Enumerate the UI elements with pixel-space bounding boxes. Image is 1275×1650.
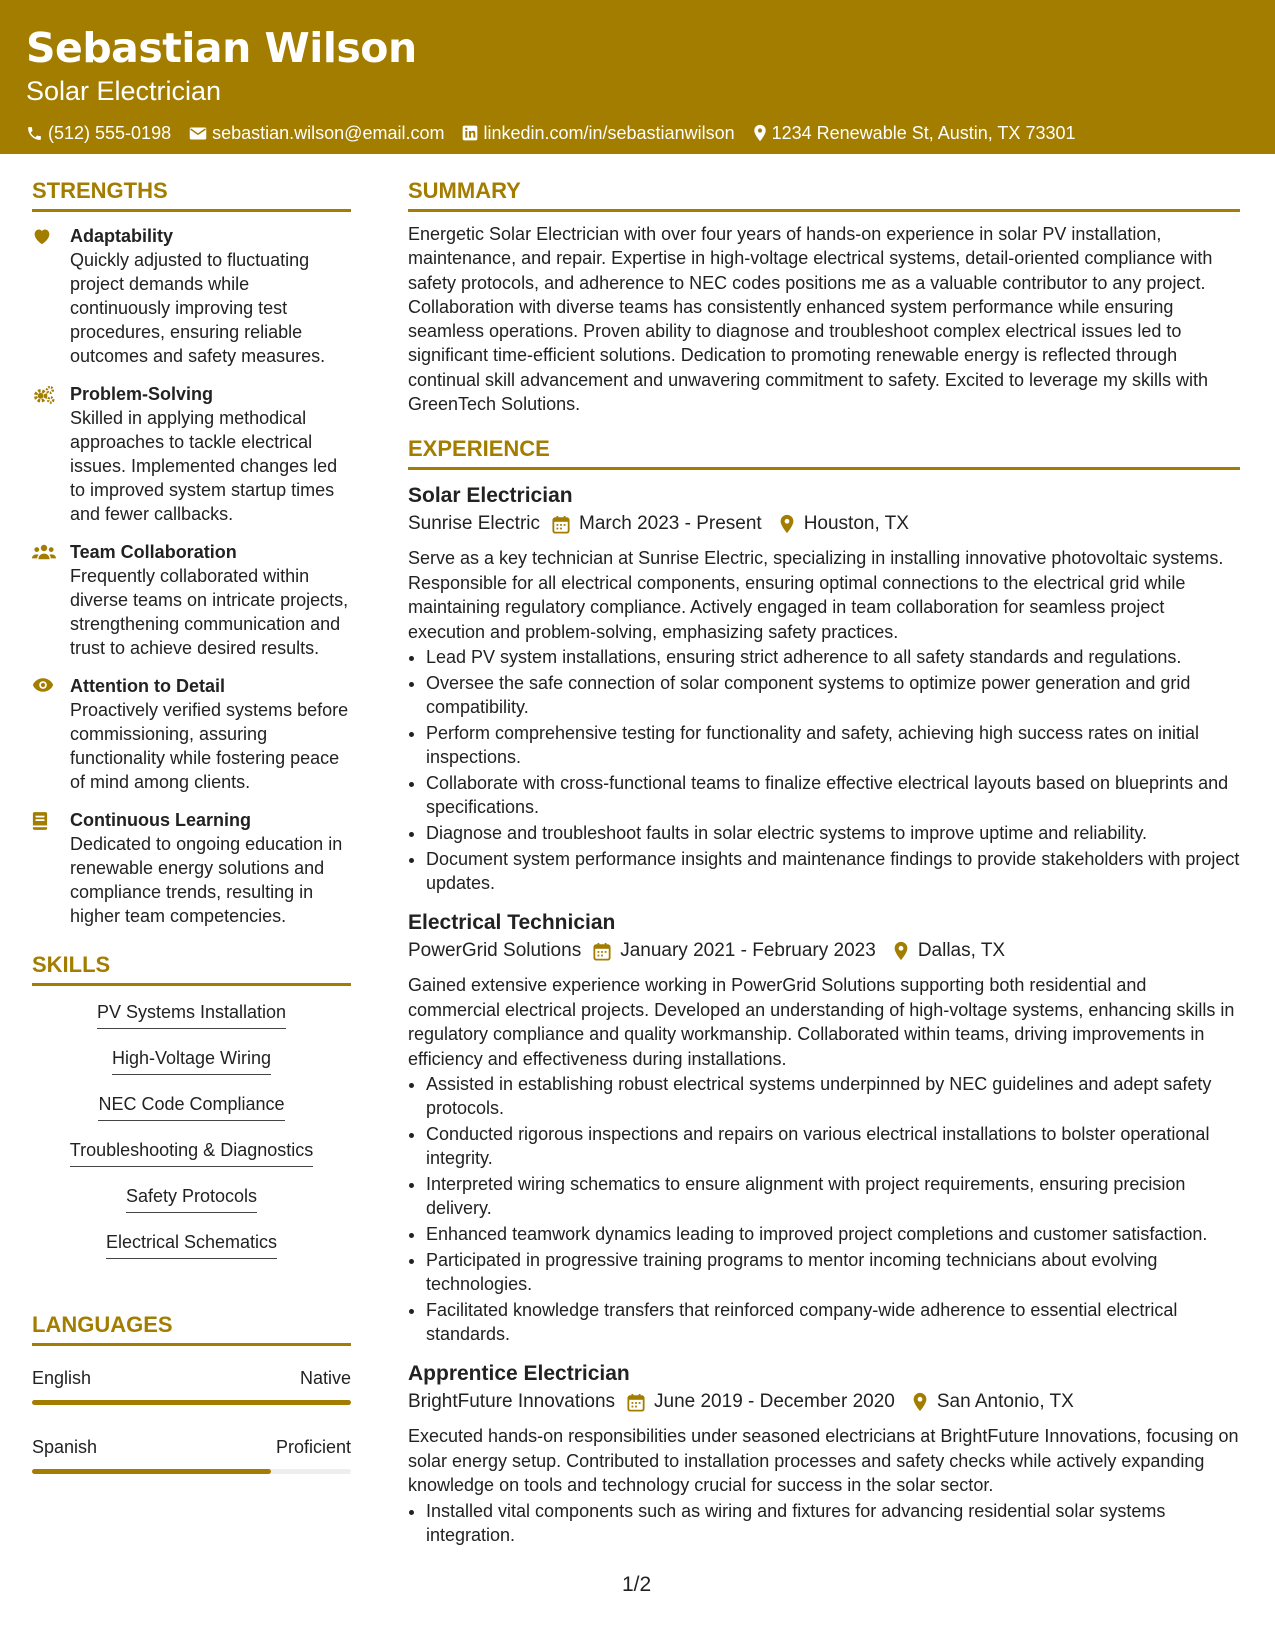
page-number: 1/2 xyxy=(622,1573,652,1596)
map-pin-icon xyxy=(893,941,909,961)
job-bullet: • Document system performance insights and maintenance findings to provide stakeholders with project updates. xyxy=(426,847,1240,895)
contact-address-text: 1234 Renewable St, Austin, TX 73301 xyxy=(771,123,1076,143)
summary-title: SUMMARY xyxy=(408,176,1240,212)
summary-text: Energetic Solar Electrician with over four years of hands-on experience in solar PV installation, maintenance, and repair. Expertise in high-voltage electrical systems, detail-oriented compliance with safety protocols, and adherence to NEC codes positions me as a valuable contributor to any project. Collaboration with diverse teams has consistently enhanced system performance while ensuring seamless operations. Proven ability to diagnose and troubleshoot complex electrical issues led to significant time-efficient solutions. Dedication to promoting renewable energy is reflected through continual skill advancement and unwavering commitment to safety. Excited to leverage my skills with GreenTech Solutions. xyxy=(408,224,1213,415)
job-company: Sunrise Electric xyxy=(408,513,540,535)
language-item xyxy=(32,1366,351,1405)
job-bullet: • Interpreted wiring schematics to ensure alignment with project requirements, ensuring precision delivery. xyxy=(426,1172,1240,1220)
job-company: BrightFuture Innovations xyxy=(408,1391,616,1413)
job-description: Executed hands-on responsibilities under seasoned electricians at BrightFuture Innovations, focusing on solar energy setup. Contributed to installation processes and safety checks while actively expanding knowledge on tools and technology crucial for success in the solar sector. xyxy=(408,1426,1239,1496)
job-bullet: • Assisted in establishing robust electrical systems underpinned by NEC guidelines and adept safety protocols. xyxy=(426,1072,1240,1120)
job-bullet: • Oversee the safe connection of solar component systems to optimize power generation and grid compatibility. xyxy=(426,671,1240,719)
language-name: English xyxy=(32,1368,92,1388)
strength-title: Adaptability xyxy=(70,226,174,246)
contact-address xyxy=(753,120,1076,146)
job-bullets xyxy=(408,1499,1240,1547)
gears-icon xyxy=(32,385,56,405)
strength-title: Team Collaboration xyxy=(70,542,237,562)
strength-item xyxy=(32,224,351,368)
right-column xyxy=(408,176,1240,1561)
job-meta xyxy=(408,937,1240,965)
skill-item: Electrical Schematics xyxy=(106,1230,277,1259)
job-dates: January 2021 - February 2023 xyxy=(620,940,876,962)
phone-icon xyxy=(26,125,43,142)
job-title: Electrical Technician xyxy=(408,911,616,935)
job-dates: June 2019 - December 2020 xyxy=(654,1391,895,1413)
envelope-icon xyxy=(189,126,207,141)
job-entry xyxy=(408,909,1240,1346)
linkedin-icon xyxy=(462,125,478,141)
contact-linkedin[interactable] xyxy=(462,120,734,146)
skill-item: NEC Code Compliance xyxy=(98,1092,284,1121)
strength-item xyxy=(32,382,351,526)
calendar-icon xyxy=(627,1393,645,1412)
strength-title: Problem-Solving xyxy=(70,384,214,404)
strength-title: Attention to Detail xyxy=(70,676,225,696)
strength-desc: Frequently collaborated within diverse teams on intricate projects, strengthening communication and trust to achieve desired results. xyxy=(70,566,349,658)
language-item xyxy=(32,1435,351,1474)
book-icon xyxy=(32,811,48,831)
language-bar-fill xyxy=(32,1400,351,1405)
languages-title: LANGUAGES xyxy=(32,1310,351,1346)
strength-desc: Skilled in applying methodical approaches to tackle electrical issues. Implemented changes led to improved system startup times and fewer callbacks. xyxy=(70,408,338,524)
strengths-title: STRENGTHS xyxy=(32,176,351,212)
candidate-role: Solar Electrician xyxy=(26,76,222,106)
language-bar-fill xyxy=(32,1469,271,1474)
contact-phone[interactable] xyxy=(26,120,171,146)
job-location: Dallas, TX xyxy=(917,940,1006,962)
job-entry xyxy=(408,1360,1240,1547)
job-company: PowerGrid Solutions xyxy=(408,940,582,962)
skill-item: Troubleshooting & Diagnostics xyxy=(70,1138,313,1167)
strength-item xyxy=(32,540,351,660)
strength-title: Continuous Learning xyxy=(70,810,251,830)
job-bullet: • Facilitated knowledge transfers that reinforced company-wide adherence to essential electrical standards. xyxy=(426,1298,1240,1346)
contact-linkedin-text: linkedin.com/in/sebastianwilson xyxy=(483,123,735,143)
job-entry xyxy=(408,482,1240,895)
users-icon xyxy=(32,543,56,561)
job-bullet: • Lead PV system installations, ensuring strict adherence to all safety standards and regulations. xyxy=(426,645,1240,669)
language-bar xyxy=(32,1469,351,1474)
job-title: Solar Electrician xyxy=(408,484,573,508)
calendar-icon xyxy=(593,942,611,961)
job-bullet: • Enhanced teamwork dynamics leading to improved project completions and customer satisfaction. xyxy=(426,1222,1240,1246)
job-bullet: • Participated in progressive training programs to mentor incoming technicians about evolving technologies. xyxy=(426,1248,1240,1296)
strength-desc: Dedicated to ongoing education in renewable energy solutions and compliance trends, resulting in higher team competencies. xyxy=(70,834,343,926)
strength-desc: Quickly adjusted to fluctuating project demands while continuously improving test procedures, ensuring reliable outcomes and safety measures. xyxy=(70,250,326,366)
skill-item: PV Systems Installation xyxy=(97,1000,286,1029)
eye-icon xyxy=(32,677,54,693)
candidate-name: Sebastian Wilson xyxy=(26,24,417,72)
calendar-icon xyxy=(552,515,570,534)
job-bullets xyxy=(408,645,1240,895)
job-meta xyxy=(408,1388,1240,1416)
job-bullet: • Installed vital components such as wiring and fixtures for advancing residential solar systems integration. xyxy=(426,1499,1240,1547)
job-dates: March 2023 - Present xyxy=(579,513,762,535)
experience-list xyxy=(408,482,1240,1547)
heart-icon xyxy=(32,227,52,245)
language-level: Proficient xyxy=(275,1437,351,1457)
skills-title: SKILLS xyxy=(32,950,351,986)
job-location: San Antonio, TX xyxy=(936,1391,1074,1413)
skills-list xyxy=(32,1000,351,1276)
job-title: Apprentice Electrician xyxy=(408,1362,630,1386)
resume-header xyxy=(0,0,1275,154)
job-bullet: • Diagnose and troubleshoot faults in solar electric systems to improve uptime and reliability. xyxy=(426,821,1240,845)
contact-phone-text: (512) 555-0198 xyxy=(48,123,172,143)
map-pin-icon xyxy=(753,124,767,142)
job-location: Houston, TX xyxy=(803,513,909,535)
language-name: Spanish xyxy=(32,1437,98,1457)
job-bullets xyxy=(408,1072,1240,1346)
skill-item: Safety Protocols xyxy=(126,1184,257,1213)
job-bullet: • Collaborate with cross-functional teams to finalize effective electrical layouts based on blueprints and specifications. xyxy=(426,771,1240,819)
strength-item xyxy=(32,674,351,794)
job-bullet: • Conducted rigorous inspections and repairs on various electrical installations to bolster operational integrity. xyxy=(426,1122,1240,1170)
strength-item xyxy=(32,808,351,928)
map-pin-icon xyxy=(912,1392,928,1412)
contact-email[interactable] xyxy=(189,120,444,146)
languages-list xyxy=(32,1366,351,1474)
contact-bar xyxy=(26,120,1249,146)
job-description: Serve as a key technician at Sunrise Electric, specializing in installing innovative photovoltaic systems. Responsible for all electrical components, ensuring optimal connections to the electrical grid while maintaining regulatory compliance. Actively engaged in team collaboration for seamless project execution and problem-solving, emphasizing safety practices. xyxy=(408,548,1224,642)
skill-item: High-Voltage Wiring xyxy=(112,1046,271,1075)
experience-title: EXPERIENCE xyxy=(408,434,1240,470)
job-bullet: • Perform comprehensive testing for functionality and safety, achieving high success rates on initial inspections. xyxy=(426,721,1240,769)
job-description: Gained extensive experience working in PowerGrid Solutions supporting both residential and commercial electrical projects. Developed an understanding of high-voltage systems, enhancing skills in regulatory compliance and quality workmanship. Collaborated within teams, driving improvements in efficiency and effectiveness during installations. xyxy=(408,975,1235,1069)
job-meta xyxy=(408,510,1240,538)
map-pin-icon xyxy=(779,514,795,534)
contact-email-text: sebastian.wilson@email.com xyxy=(212,123,445,143)
strength-desc: Proactively verified systems before commissioning, assuring functionality while fostering peace of mind among clients. xyxy=(70,700,349,792)
language-bar xyxy=(32,1400,351,1405)
left-column xyxy=(32,176,351,1504)
language-level: Native xyxy=(299,1368,351,1388)
